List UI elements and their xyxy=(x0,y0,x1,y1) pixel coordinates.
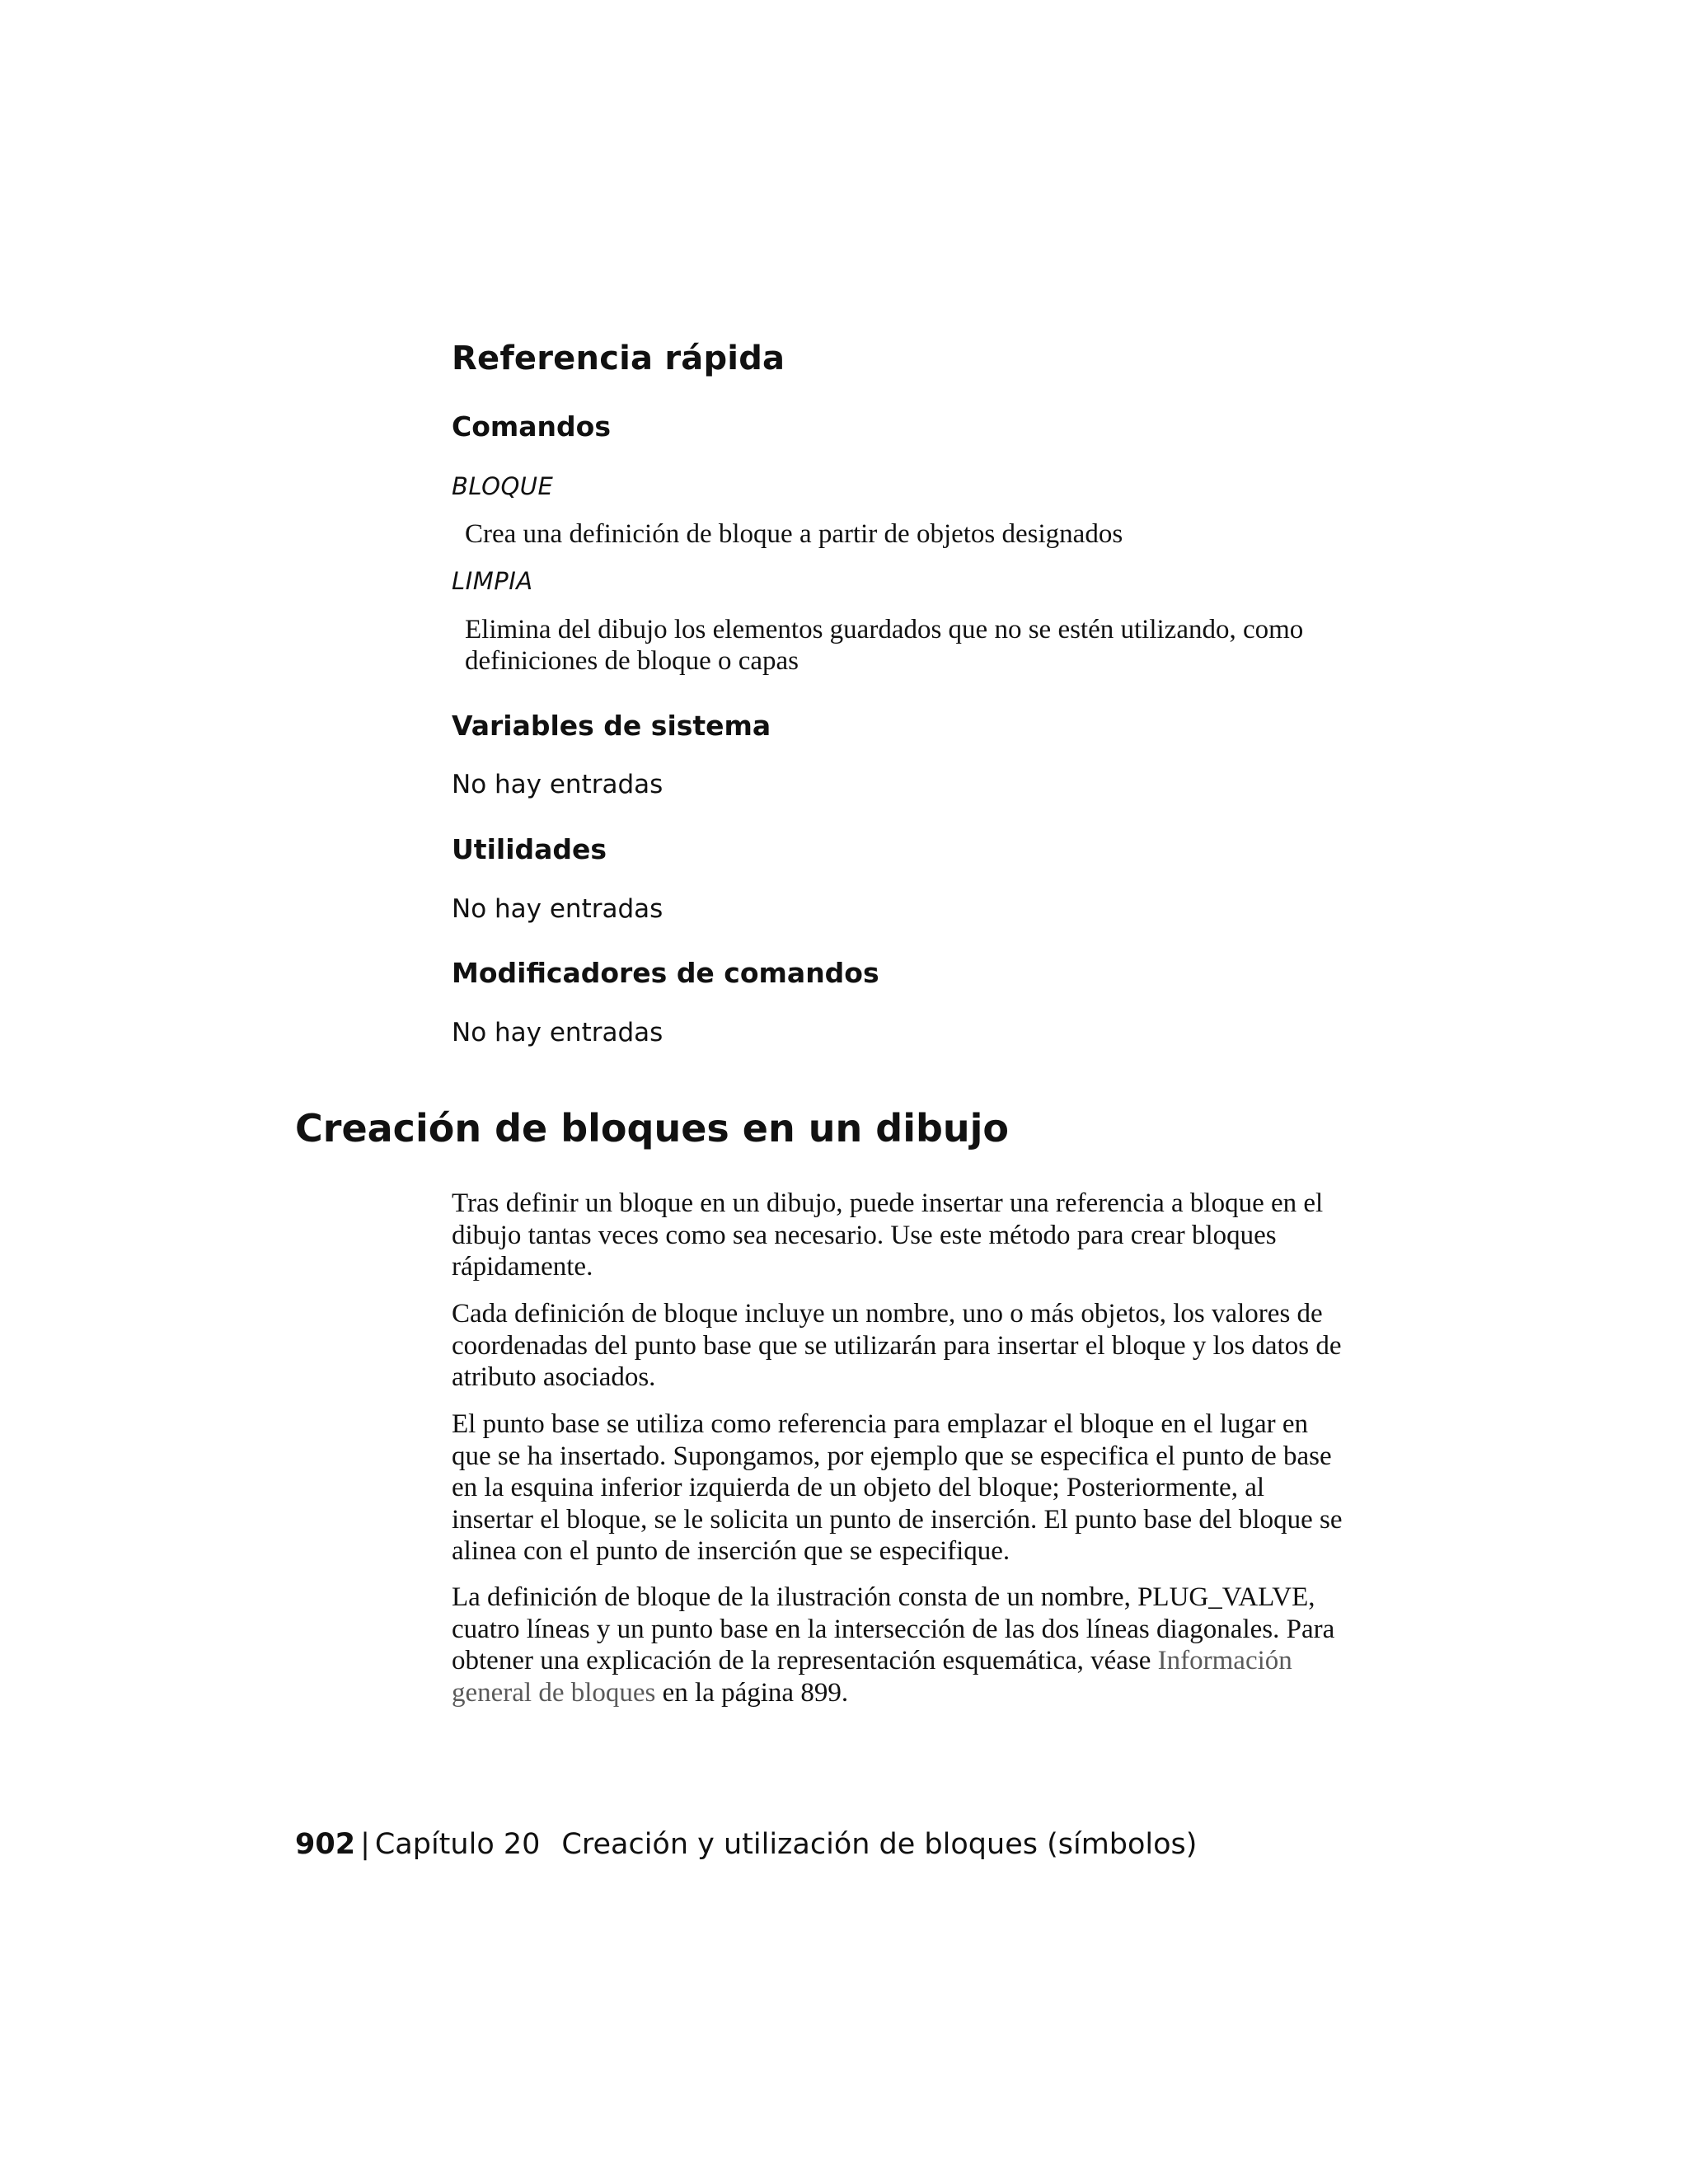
paragraph-text: en la página 899. xyxy=(655,1677,849,1708)
command-name-bloque[interactable]: BLOQUE xyxy=(452,472,554,500)
paragraph-text: La definición de bloque de la ilustración consta de un nombre, PLUG_VALVE, cuatro líneas y un punto base en la intersección de las dos líneas diagonales. Para obtener una explicación de la representación esquemática, véase xyxy=(452,1582,1335,1675)
blocks-overview-link[interactable]: Información general de bloques xyxy=(452,1646,1292,1708)
chapter-title: Creación y utilización de bloques (símbolos) xyxy=(561,1828,1198,1861)
page-number: 902 xyxy=(295,1828,356,1861)
section-paragraph-last xyxy=(452,1582,1350,1708)
system-variables-text: No hay entradas xyxy=(452,770,663,799)
page-footer xyxy=(295,1828,1197,1861)
footer-separator: | xyxy=(360,1828,370,1861)
command-modifiers-text: No hay entradas xyxy=(452,1018,663,1047)
utilities-heading: Utilidades xyxy=(452,833,607,865)
command-description-limpia: Elimina del dibujo los elementos guardados que no se estén utilizando, como definiciones de bloque o capas xyxy=(465,615,1304,676)
section-title: Creación de bloques en un dibujo xyxy=(295,1106,1010,1151)
utilities-text: No hay entradas xyxy=(452,894,663,924)
chapter-label: Capítulo 20 xyxy=(374,1828,541,1861)
command-modifiers-heading: Modificadores de comandos xyxy=(452,957,879,989)
command-description-bloque: Crea una definición de bloque a partir de objetos designados xyxy=(465,519,1123,549)
command-name-limpia[interactable]: LIMPIA xyxy=(452,567,533,595)
section-paragraph: Cada definición de bloque incluye un nombre, uno o más objetos, los valores de coordenadas del punto base que se utilizarán para insertar el bloque y los datos de atributo asociados. xyxy=(452,1299,1342,1392)
section-paragraph: Tras definir un bloque en un dibujo, puede insertar una referencia a bloque en el dibujo tantas veces como sea necesario. Use este método para crear bloques rápidamente. xyxy=(452,1188,1324,1282)
section-paragraph: El punto base se utiliza como referencia para emplazar el bloque en el lugar en que se ha insertado. Supongamos, por ejemplo que se especifica el punto de base en la esquina inferior izquierda de un objeto del bloque; Posteriormente, al insertar el bloque, se le solicita un punto de inserción. El punto base del bloque se alinea con el punto de inserción que se especifique. xyxy=(452,1409,1343,1566)
commands-heading: Comandos xyxy=(452,410,611,443)
quick-reference-heading: Referencia rápida xyxy=(452,340,785,377)
system-variables-heading: Variables de sistema xyxy=(452,710,771,742)
